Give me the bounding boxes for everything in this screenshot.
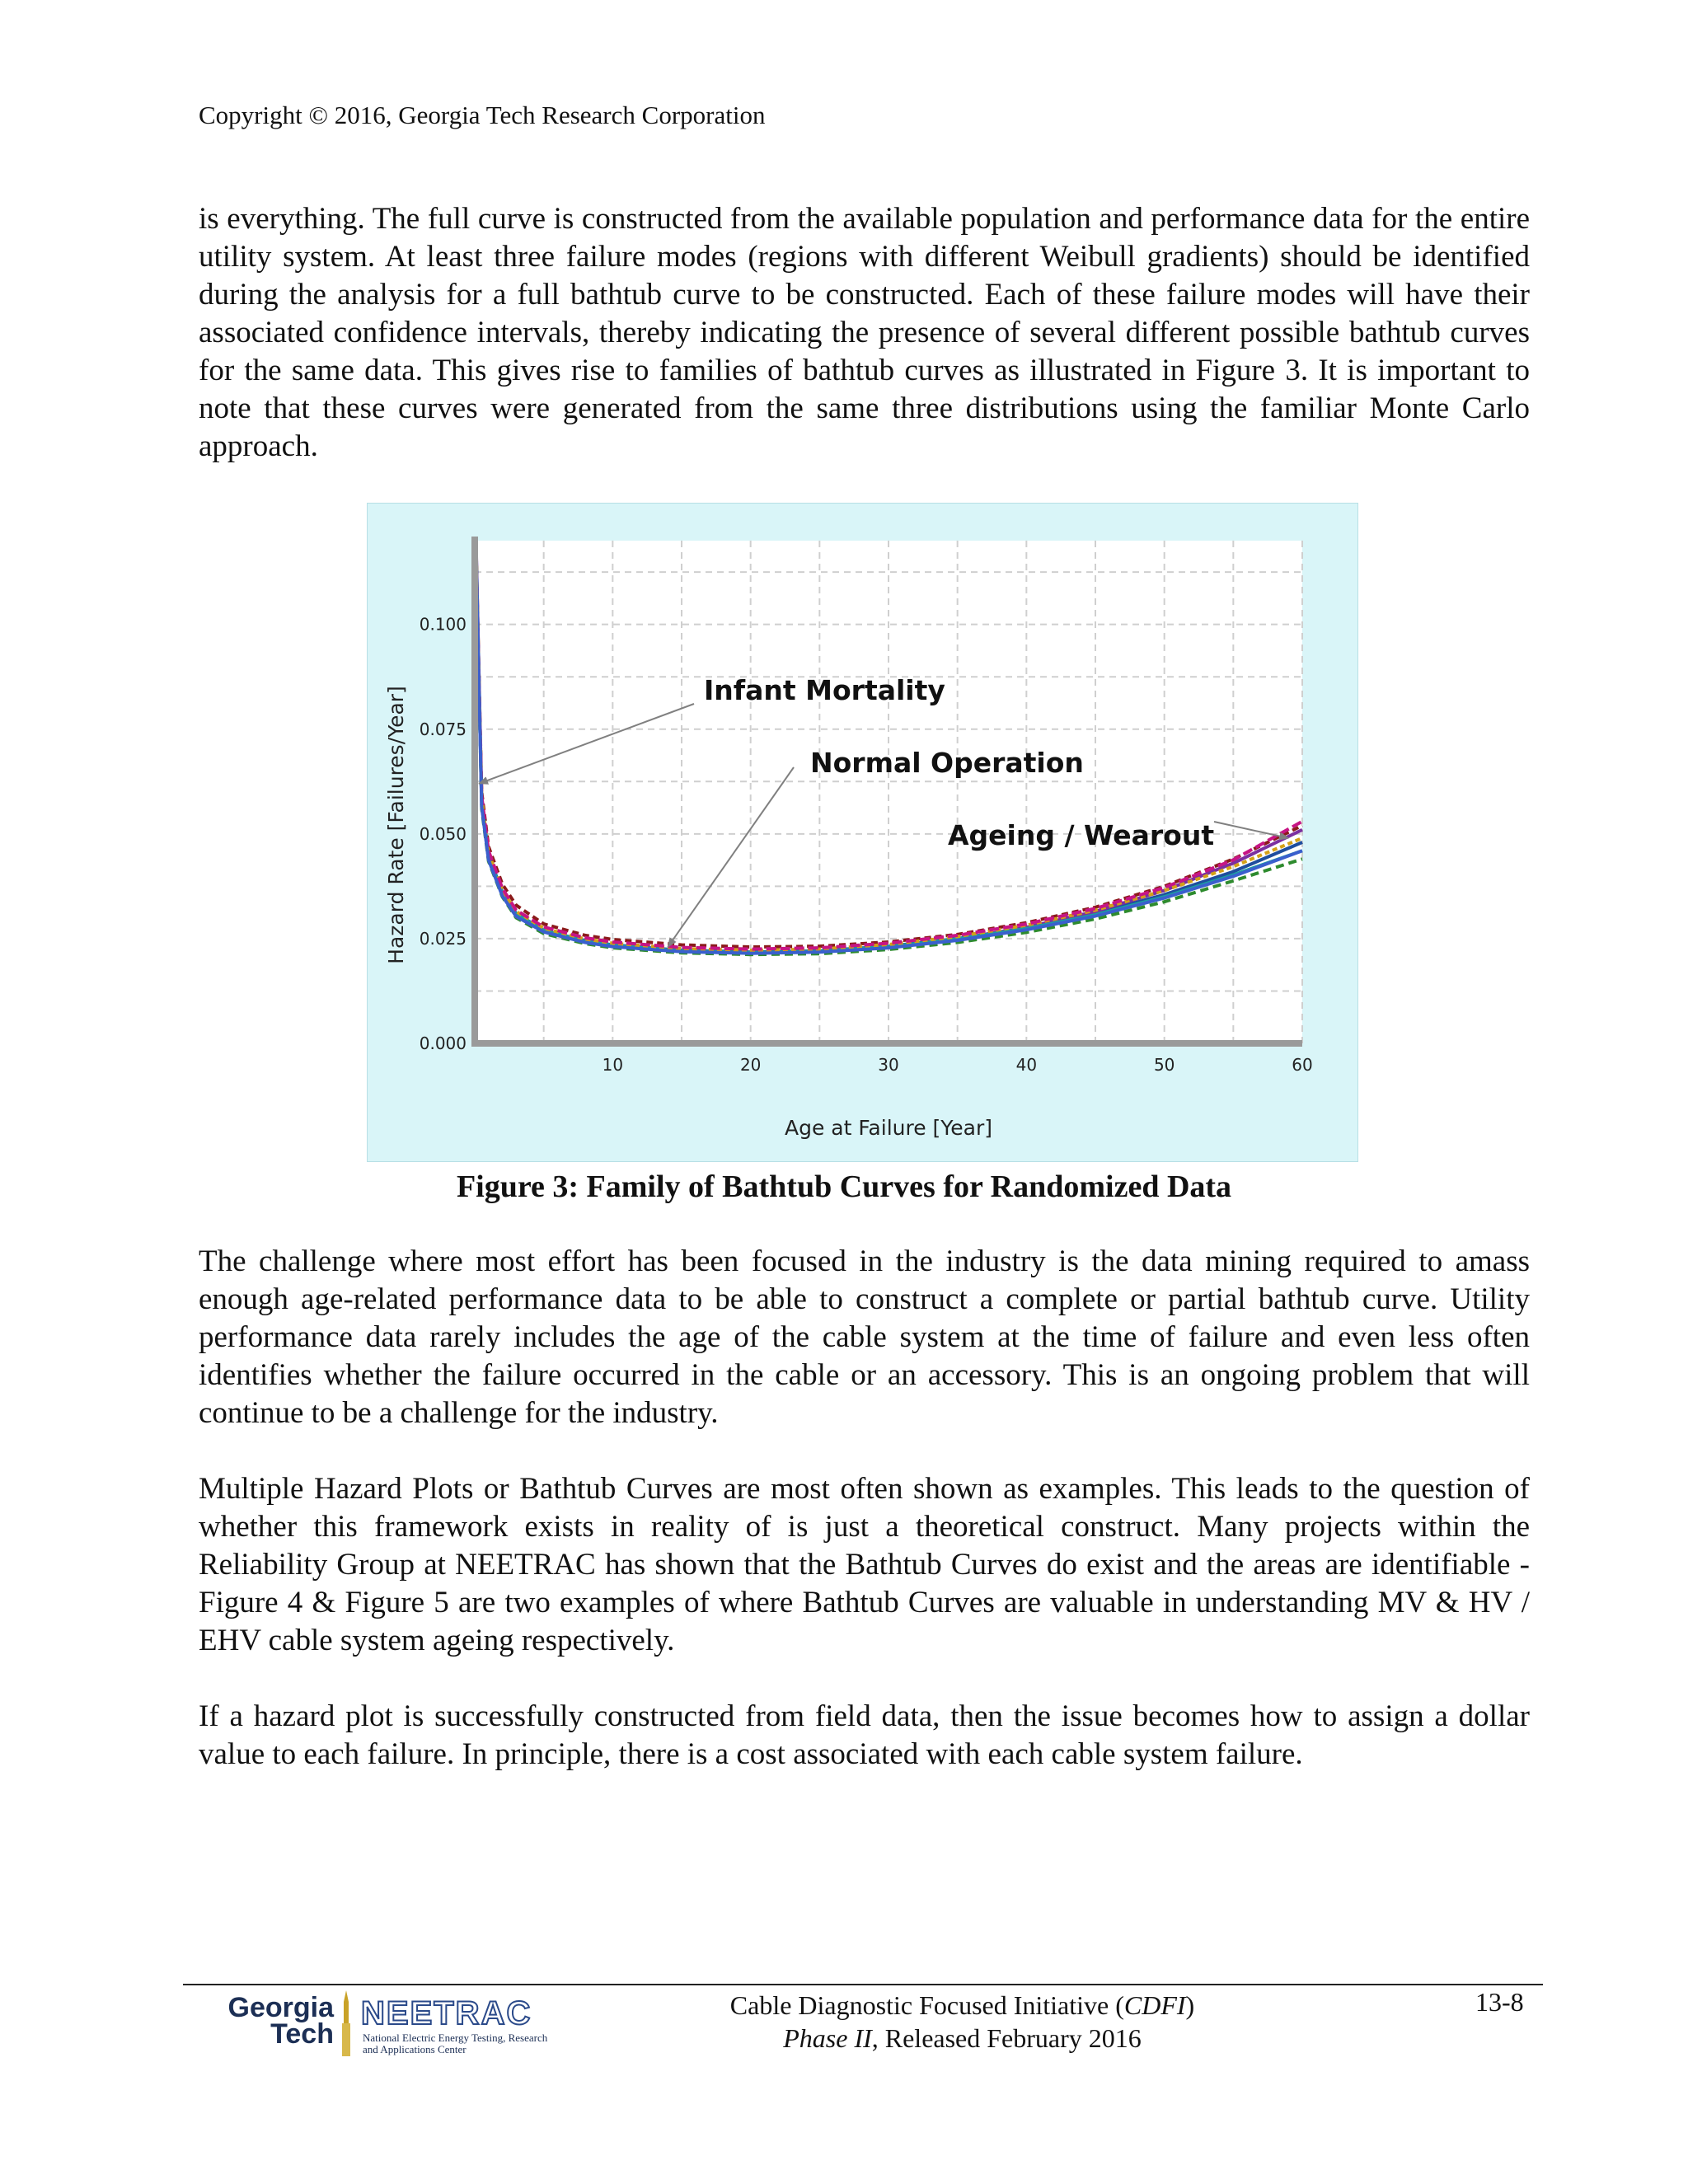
annotation-label: Ageing / Wearout (948, 819, 1215, 851)
logo-georgia-text: Georgia (227, 1992, 334, 2023)
figure-3 (367, 503, 1358, 1162)
annotation-label: Infant Mortality (704, 674, 945, 706)
x-tick-label: 20 (739, 1055, 762, 1075)
y-tick-label: 0.075 (419, 719, 467, 739)
body-paragraph: The challenge where most effort has been focused in the industry is the data mining required to amass enough age-related performance data to be able to construct a complete or partial bathtub curve. Utility performance data rarely includes the age of the cable system at the time of failure and even less often identifies whether the failure occurred in the cable or an accessory. This is an ongoing problem that will continue to be a challenge for the industry. (199, 1244, 1530, 1430)
x-tick-label: 50 (1153, 1055, 1175, 1075)
page-number: 13-8 (1475, 1987, 1524, 2017)
footer-line1-c: ) (1185, 1990, 1195, 2020)
footer-citation (0, 1989, 1688, 2055)
x-tick-label: 40 (1015, 1055, 1038, 1075)
x-axis-label: Age at Failure [Year] (784, 1116, 993, 1140)
x-tick-label: 60 (1292, 1055, 1313, 1075)
body-paragraph: Multiple Hazard Plots or Bathtub Curves are most often shown as examples. This leads to the question of whether this framework exists in reality of is just a theoretical construct. Many projects within the Reliability Group at NEETRAC has shown that the Bathtub Curves do exist and the areas are identifiable - Figure 4 & Figure 5 are two examples of where Bathtub Curves are valuable in understanding MV & HV / EHV cable system ageing respectively. (199, 1472, 1530, 1657)
body-paragraph: If a hazard plot is successfully constructed from field data, then the issue becomes how to assign a dollar value to each failure. In principle, there is a cost associated with each cable system failure. (199, 1699, 1530, 1771)
x-tick-label: 10 (602, 1055, 624, 1075)
y-tick-label: 0.025 (419, 928, 467, 949)
footer-line2-b: , Released February 2016 (871, 2023, 1142, 2053)
footer-line2-a: Phase II (783, 2023, 872, 2053)
x-tick-label: 30 (878, 1055, 899, 1075)
logo-subtitle-line: and Applications Center (363, 2043, 467, 2055)
y-axis-label: Hazard Rate [Failures/Year] (384, 686, 408, 964)
footer-divider (183, 1984, 1543, 1985)
y-tick-label: 0.050 (419, 823, 467, 844)
footer-line1-a: Cable Diagnostic Focused Initiative ( (729, 1990, 1124, 2020)
logo-subtitle-line: National Electric Energy Testing, Research (363, 2032, 548, 2044)
y-tick-label: 0.100 (419, 614, 467, 635)
bathtub-chart (368, 504, 1357, 1161)
body-paragraph: is everything. The full curve is constructed from the available population and performance data for the entire utility system. At least three failure modes (regions with different Weibull gradients) should be identified during the analysis for a full bathtub curve to be constructed. Each of these failure modes will have their associated confidence intervals, thereby indicating the presence of several different possible bathtub curves for the same data. This gives rise to families of bathtub curves as illustrated in Figure 3. It is important to note that these curves were generated from the same three distributions using the familiar Monte Carlo approach. (199, 202, 1530, 463)
logo-tech-text: Tech (270, 2018, 334, 2050)
annotation-label: Normal Operation (810, 747, 1084, 779)
y-tick-label: 0.000 (419, 1033, 467, 1053)
footer-line1-b: CDFI (1123, 1990, 1186, 2020)
figure-caption: Figure 3: Family of Bathtub Curves for Randomized Data (456, 1169, 1232, 1204)
logo-neetrac-text: NEETRAC (361, 1995, 532, 2032)
copyright-header: Copyright © 2016, Georgia Tech Research Corporation (199, 101, 766, 129)
